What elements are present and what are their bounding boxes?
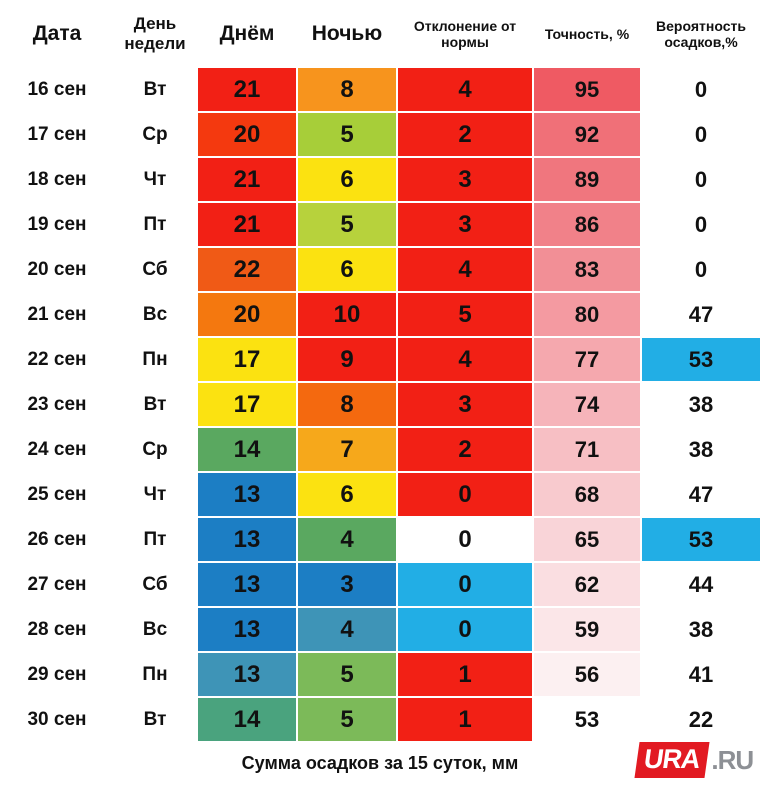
cell-deviation: 2 <box>397 427 533 472</box>
table-body <box>1 67 760 742</box>
cell-accuracy: 53 <box>533 697 641 742</box>
table-row <box>1 247 760 292</box>
cell-dayofweek: Пн <box>113 652 197 697</box>
cell-dayofweek: Вт <box>113 382 197 427</box>
cell-dayofweek: Вт <box>113 697 197 742</box>
cell-night-temperature: 5 <box>297 652 397 697</box>
logo-suffix-text: .RU <box>711 744 754 775</box>
cell-day-temperature: 20 <box>197 112 297 157</box>
footer-note <box>0 743 760 783</box>
cell-day-temperature: 21 <box>197 157 297 202</box>
cell-deviation: 1 <box>397 652 533 697</box>
cell-night-temperature: 4 <box>297 607 397 652</box>
cell-day-temperature: 21 <box>197 67 297 112</box>
table-row <box>1 427 760 472</box>
cell-dayofweek: Вс <box>113 292 197 337</box>
cell-accuracy: 65 <box>533 517 641 562</box>
cell-night-temperature: 8 <box>297 382 397 427</box>
logo-main-text: URA <box>634 742 709 778</box>
cell-accuracy: 56 <box>533 652 641 697</box>
cell-accuracy: 77 <box>533 337 641 382</box>
cell-deviation: 2 <box>397 112 533 157</box>
column-header-precipitation: Вероятность осадков,% <box>641 1 760 67</box>
cell-precipitation: 47 <box>641 472 760 517</box>
cell-date: 24 сен <box>1 427 113 472</box>
cell-date: 21 сен <box>1 292 113 337</box>
cell-accuracy: 80 <box>533 292 641 337</box>
cell-accuracy: 92 <box>533 112 641 157</box>
cell-date: 25 сен <box>1 472 113 517</box>
cell-date: 23 сен <box>1 382 113 427</box>
table-row <box>1 517 760 562</box>
cell-dayofweek: Пт <box>113 517 197 562</box>
cell-dayofweek: Чт <box>113 472 197 517</box>
cell-accuracy: 83 <box>533 247 641 292</box>
cell-accuracy: 86 <box>533 202 641 247</box>
cell-dayofweek: Пт <box>113 202 197 247</box>
cell-accuracy: 59 <box>533 607 641 652</box>
cell-day-temperature: 20 <box>197 292 297 337</box>
cell-day-temperature: 17 <box>197 382 297 427</box>
table-row <box>1 382 760 427</box>
cell-deviation: 0 <box>397 472 533 517</box>
cell-dayofweek: Чт <box>113 157 197 202</box>
cell-date: 27 сен <box>1 562 113 607</box>
precipitation-sum-label: Сумма осадков за 15 суток, мм <box>241 752 519 773</box>
cell-date: 29 сен <box>1 652 113 697</box>
cell-night-temperature: 5 <box>297 202 397 247</box>
table-row <box>1 337 760 382</box>
table-row <box>1 67 760 112</box>
cell-night-temperature: 5 <box>297 697 397 742</box>
cell-dayofweek: Ср <box>113 427 197 472</box>
cell-night-temperature: 9 <box>297 337 397 382</box>
table-row <box>1 157 760 202</box>
cell-date: 30 сен <box>1 697 113 742</box>
cell-accuracy: 68 <box>533 472 641 517</box>
cell-precipitation: 0 <box>641 157 760 202</box>
column-header-dayofweek: День недели <box>113 1 197 67</box>
cell-day-temperature: 21 <box>197 202 297 247</box>
column-header-day: Днём <box>197 1 297 67</box>
table-row <box>1 652 760 697</box>
cell-deviation: 3 <box>397 382 533 427</box>
cell-day-temperature: 13 <box>197 472 297 517</box>
cell-night-temperature: 3 <box>297 562 397 607</box>
ura-logo <box>630 737 760 783</box>
cell-deviation: 5 <box>397 292 533 337</box>
cell-accuracy: 74 <box>533 382 641 427</box>
cell-deviation: 0 <box>397 517 533 562</box>
cell-night-temperature: 6 <box>297 247 397 292</box>
cell-precipitation: 0 <box>641 67 760 112</box>
cell-day-temperature: 17 <box>197 337 297 382</box>
cell-dayofweek: Сб <box>113 247 197 292</box>
cell-night-temperature: 8 <box>297 67 397 112</box>
column-header-night: Ночью <box>297 1 397 67</box>
cell-night-temperature: 6 <box>297 472 397 517</box>
table-row <box>1 607 760 652</box>
cell-deviation: 1 <box>397 697 533 742</box>
table-row <box>1 202 760 247</box>
cell-deviation: 4 <box>397 247 533 292</box>
column-header-accuracy: Точность, % <box>533 1 641 67</box>
cell-accuracy: 95 <box>533 67 641 112</box>
cell-precipitation: 0 <box>641 112 760 157</box>
cell-day-temperature: 13 <box>197 517 297 562</box>
cell-night-temperature: 10 <box>297 292 397 337</box>
cell-date: 20 сен <box>1 247 113 292</box>
cell-date: 18 сен <box>1 157 113 202</box>
cell-precipitation: 0 <box>641 202 760 247</box>
cell-precipitation: 22 <box>641 697 760 742</box>
cell-precipitation: 0 <box>641 247 760 292</box>
cell-deviation: 4 <box>397 67 533 112</box>
table-row <box>1 562 760 607</box>
cell-date: 19 сен <box>1 202 113 247</box>
cell-deviation: 3 <box>397 202 533 247</box>
cell-day-temperature: 14 <box>197 697 297 742</box>
cell-date: 26 сен <box>1 517 113 562</box>
cell-precipitation: 47 <box>641 292 760 337</box>
cell-night-temperature: 4 <box>297 517 397 562</box>
cell-day-temperature: 22 <box>197 247 297 292</box>
table-header <box>1 1 760 67</box>
cell-precipitation: 38 <box>641 382 760 427</box>
cell-day-temperature: 13 <box>197 607 297 652</box>
cell-precipitation: 38 <box>641 427 760 472</box>
cell-precipitation: 53 <box>641 517 760 562</box>
cell-deviation: 4 <box>397 337 533 382</box>
cell-deviation: 0 <box>397 562 533 607</box>
cell-dayofweek: Сб <box>113 562 197 607</box>
cell-accuracy: 71 <box>533 427 641 472</box>
cell-night-temperature: 6 <box>297 157 397 202</box>
cell-date: 22 сен <box>1 337 113 382</box>
cell-date: 28 сен <box>1 607 113 652</box>
cell-date: 17 сен <box>1 112 113 157</box>
table-row <box>1 292 760 337</box>
cell-dayofweek: Ср <box>113 112 197 157</box>
cell-accuracy: 89 <box>533 157 641 202</box>
cell-precipitation: 44 <box>641 562 760 607</box>
cell-precipitation: 53 <box>641 337 760 382</box>
cell-dayofweek: Вс <box>113 607 197 652</box>
header-row <box>1 1 760 67</box>
table-row <box>1 112 760 157</box>
cell-day-temperature: 14 <box>197 427 297 472</box>
table-row <box>1 472 760 517</box>
cell-day-temperature: 13 <box>197 562 297 607</box>
cell-dayofweek: Вт <box>113 67 197 112</box>
cell-deviation: 3 <box>397 157 533 202</box>
cell-precipitation: 38 <box>641 607 760 652</box>
cell-date: 16 сен <box>1 67 113 112</box>
cell-day-temperature: 13 <box>197 652 297 697</box>
cell-precipitation: 41 <box>641 652 760 697</box>
cell-night-temperature: 7 <box>297 427 397 472</box>
table-row <box>1 697 760 742</box>
cell-night-temperature: 5 <box>297 112 397 157</box>
cell-deviation: 0 <box>397 607 533 652</box>
column-header-deviation: Отклонение от нормы <box>397 1 533 67</box>
cell-dayofweek: Пн <box>113 337 197 382</box>
column-header-date: Дата <box>1 1 113 67</box>
cell-accuracy: 62 <box>533 562 641 607</box>
